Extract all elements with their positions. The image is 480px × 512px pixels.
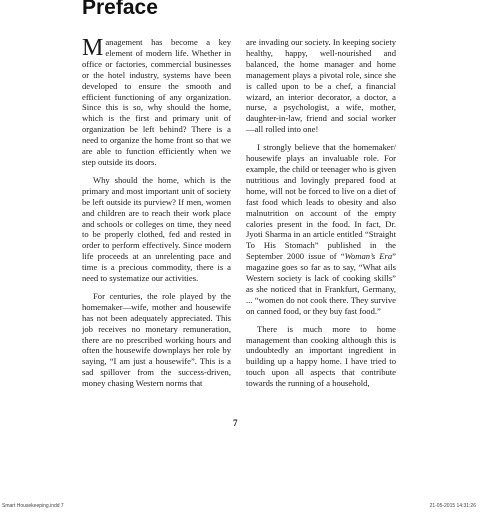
text-column-left [82, 37, 231, 396]
paragraph: are invading our society. In keeping society healthy, happy, well-nourished and balanced, the home manager and home management plays a pivotal role, since she is called upon to be a chef, a financial wizard, an interior decorator, a doctor, a nurse, a psychologist, a wife, mother, daughter-in-law, friend and social worker—all rolled into one! [246, 37, 396, 135]
paragraph [82, 37, 231, 168]
text-column-right [246, 37, 396, 396]
print-slug-filename: Smart Housekeeping.indd 7 [2, 503, 64, 509]
page-title: Preface [82, 0, 158, 19]
drop-cap: M [82, 35, 104, 61]
page-number: 7 [233, 418, 238, 428]
paragraph [246, 142, 396, 317]
magazine-title: Woman’s Era [344, 251, 393, 262]
print-slug-timestamp: 21-05-2015 14:31:26 [429, 503, 476, 509]
paragraph: There is much more to home management than cooking although this is undoubtedly an important ingredient in building up a happy home. I have tried to touch upon all aspects that contribute towards the running of a household, [246, 323, 396, 389]
paragraph-text: I strongly believe that the homemaker/ housewife plays an invaluable role. For example, the child or teenager who is given nutritious and lovingly prepared food at home, will not be forced to live on a diet of fast food which leads to obesity and also malnutrition on account of the empty calories present in the food. In fact, Dr. Jyoti Sharma in an article entitled “Straight To His Stomach” published in the September 2000 issue of “ [246, 142, 396, 262]
paragraph: For centuries, the role played by the homemaker—wife, mother and housewife has not been adequately appreciated. This job receives no monetary remuneration, there are no prescribed working hours and often the housewife downplays her role by saying, “I am just a housewife”. This is a sad spillover from the success-driven, money chasing Western norms that [82, 290, 231, 389]
paragraph: Why should the home, which is the primary and most important unit of society be left outside its purview? If men, women and children are to reach their work place and schools or colleges on time, they need to be properly clothed, fed and rested in order to perform effectively. Since modern life proceeds at an unrelenting pace and time is a precious commodity, there is a need to systematize our activities. [82, 174, 231, 284]
paragraph-text: ” magazine goes so far as to say, “What ails Western society is lack of cooking skills” as she noticed that in Frankfurt, Germany, ... “women do not cook there. They survive on canned food, or they buy fast food.” [246, 251, 396, 316]
paragraph-text: anagement has become a key element of modern life. Whether in office or factories, commercial businesses or the hotel industry, systems have been developed to ensure the smooth and efficient functioning of any organization. Since this is so, why should the home, which is the first and primary unit of organization be left behind? There is a need to organize the home front so that we are able to function efficiently when we step outside its doors. [82, 37, 231, 167]
